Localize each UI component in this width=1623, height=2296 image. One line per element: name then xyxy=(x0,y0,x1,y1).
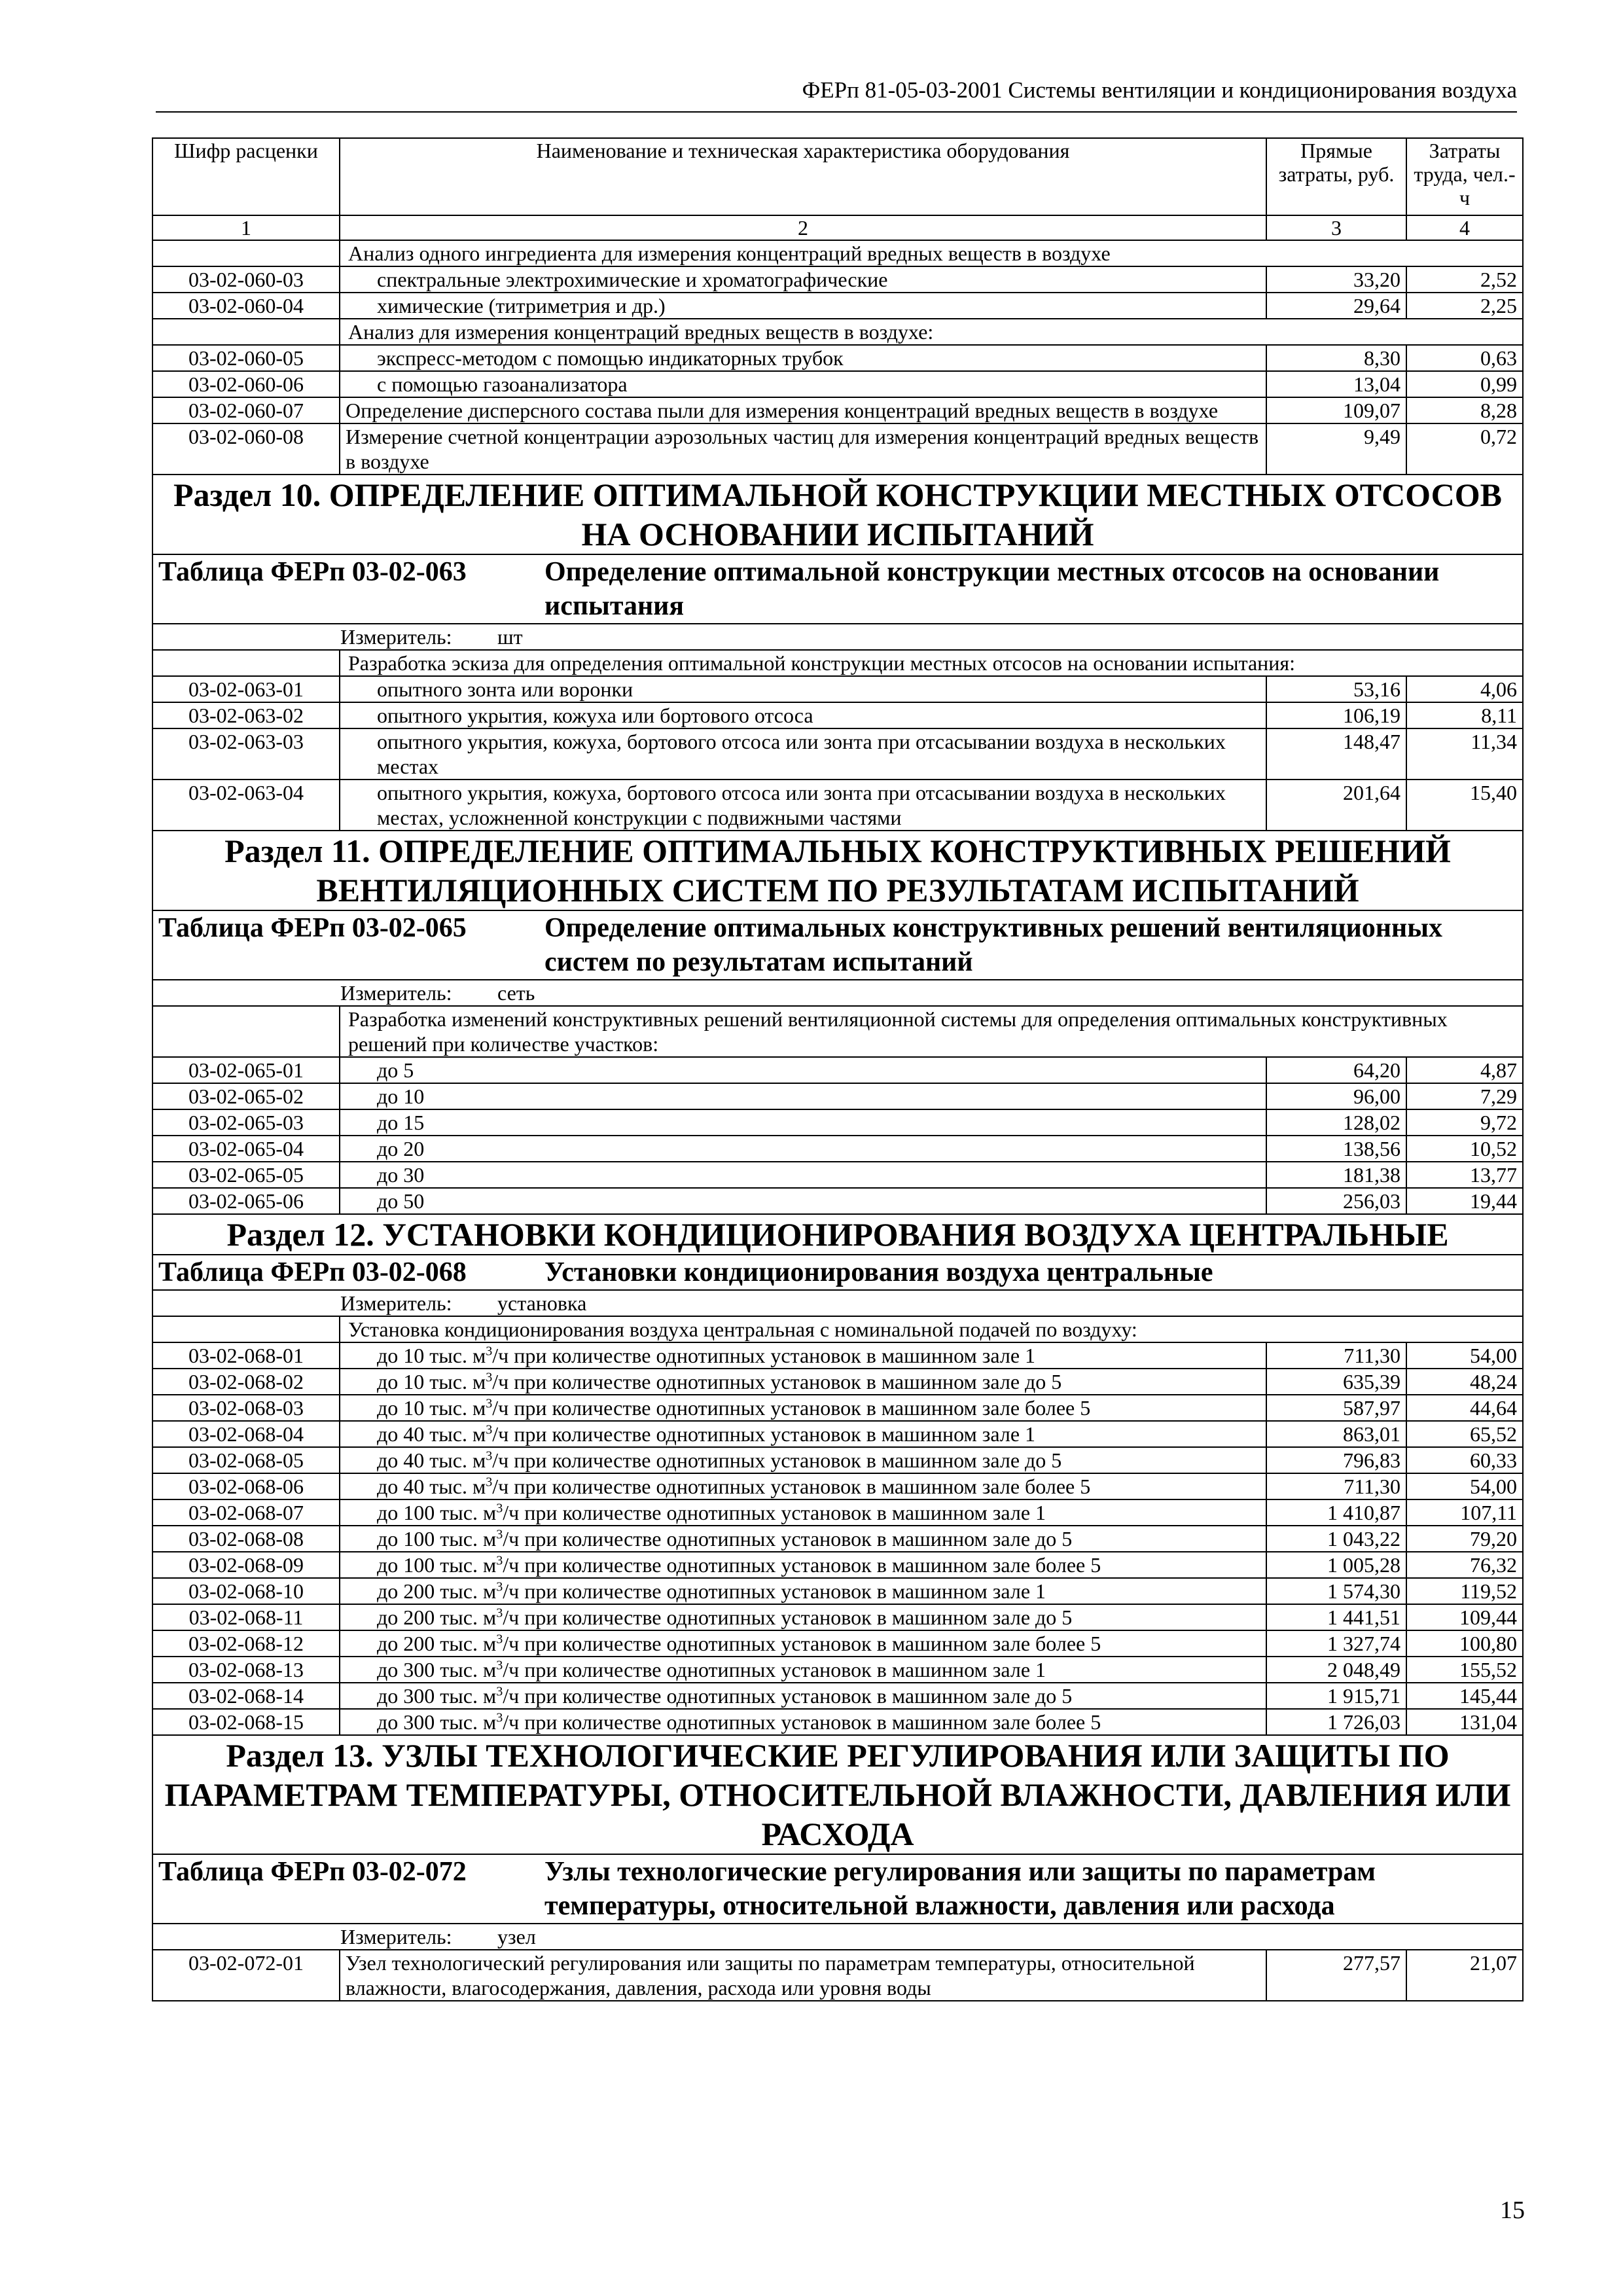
rate-description: экспресс-методом с помощью индикаторных трубок xyxy=(340,345,1266,371)
rate-code: 03-02-068-06 xyxy=(152,1473,340,1499)
table-row xyxy=(152,1552,1523,1578)
description-prefix: до 200 тыс. м xyxy=(377,1579,497,1603)
rate-description: Узел технологический регулирования или защиты по параметрам температуры, относительной влажности, влагосодержания, давления, расхода или уровня воды xyxy=(340,1950,1266,2001)
description-prefix: до 300 тыс. м xyxy=(377,1658,497,1681)
direct-cost: 1 915,71 xyxy=(1266,1683,1406,1709)
direct-cost: 106,19 xyxy=(1266,702,1406,728)
rate-code: 03-02-063-04 xyxy=(152,780,340,831)
table-row xyxy=(152,266,1523,293)
table-row xyxy=(152,1630,1523,1657)
rate-description xyxy=(340,1447,1266,1473)
labor-cost: 54,00 xyxy=(1406,1342,1523,1369)
rate-code: 03-02-063-01 xyxy=(152,676,340,702)
rate-description: опытного укрытия, кожуха, бортового отсоса или зонта при отсасывании воздуха в нескольких местах, усложненной конструкции с подвижными частями xyxy=(340,780,1266,831)
section-title: Раздел 13. УЗЛЫ ТЕХНОЛОГИЧЕСКИЕ РЕГУЛИРОВАНИЯ ИЛИ ЗАЩИТЫ ПО ПАРАМЕТРАМ ТЕМПЕРАТУРЫ, ОТНОСИТЕЛЬНОЙ ВЛАЖНОСТИ, ДАВЛЕНИЯ ИЛИ РАСХОДА xyxy=(152,1735,1523,1854)
group-heading: Установка кондиционирования воздуха центральная с номинальной подачей по воздуху: xyxy=(340,1316,1523,1342)
labor-cost: 8,11 xyxy=(1406,702,1523,728)
description-suffix: /ч при количестве однотипных установок в машинном зале до 5 xyxy=(503,1684,1073,1708)
direct-cost: 181,38 xyxy=(1266,1162,1406,1188)
labor-cost: 155,52 xyxy=(1406,1657,1523,1683)
labor-cost: 60,33 xyxy=(1406,1447,1523,1473)
table-row xyxy=(152,1709,1523,1735)
table-row xyxy=(152,1950,1523,2001)
rate-code: 03-02-065-01 xyxy=(152,1057,340,1083)
rate-description xyxy=(340,1709,1266,1735)
labor-cost: 15,40 xyxy=(1406,780,1523,831)
direct-cost: 2 048,49 xyxy=(1266,1657,1406,1683)
labor-cost: 10,52 xyxy=(1406,1136,1523,1162)
group-heading: Анализ для измерения концентраций вредных веществ в воздухе: xyxy=(340,319,1523,345)
direct-cost: 1 327,74 xyxy=(1266,1630,1406,1657)
labor-cost: 54,00 xyxy=(1406,1473,1523,1499)
table-row xyxy=(152,397,1523,423)
labor-cost: 13,77 xyxy=(1406,1162,1523,1188)
labor-cost: 107,11 xyxy=(1406,1499,1523,1526)
rate-code: 03-02-065-02 xyxy=(152,1083,340,1109)
measure-label: Измеритель: xyxy=(340,1291,452,1315)
direct-cost: 201,64 xyxy=(1266,780,1406,831)
table-title: Определение оптимальных конструктивных решений вентиляционных систем по результатам испытаний xyxy=(544,913,1442,977)
description-suffix: /ч при количестве однотипных установок в машинном зале 1 xyxy=(503,1579,1046,1603)
direct-cost: 8,30 xyxy=(1266,345,1406,371)
group-heading: Разработка изменений конструктивных решений вентиляционной системы для определения оптимальных конструктивных решений при количестве участков: xyxy=(340,1006,1523,1057)
labor-cost: 2,52 xyxy=(1406,266,1523,293)
description-suffix: /ч при количестве однотипных установок в машинном зале более 5 xyxy=(503,1632,1101,1655)
table-row xyxy=(152,1136,1523,1162)
unit-superscript: 3 xyxy=(486,1448,493,1463)
table-row xyxy=(152,371,1523,397)
direct-cost: 148,47 xyxy=(1266,728,1406,780)
direct-cost: 33,20 xyxy=(1266,266,1406,293)
table-number: Таблица ФЕРп 03-02-068 xyxy=(158,1257,467,1287)
labor-cost: 0,63 xyxy=(1406,345,1523,371)
labor-cost: 76,32 xyxy=(1406,1552,1523,1578)
rate-code: 03-02-060-05 xyxy=(152,345,340,371)
page-header: ФЕРп 81-05-03-2001 Системы вентиляции и кондиционирования воздуха xyxy=(156,73,1517,113)
rate-description: опытного укрытия, кожуха или бортового отсоса xyxy=(340,702,1266,728)
direct-cost: 64,20 xyxy=(1266,1057,1406,1083)
rate-description: Определение дисперсного состава пыли для измерения концентраций вредных веществ в воздухе xyxy=(340,397,1266,423)
unit-superscript: 3 xyxy=(496,1605,503,1621)
direct-cost: 29,64 xyxy=(1266,293,1406,319)
rate-description: спектральные электрохимические и хроматографические xyxy=(340,266,1266,293)
table-row xyxy=(152,780,1523,831)
measure-unit: шт xyxy=(497,625,523,649)
measure-row xyxy=(152,624,1523,650)
table-number: Таблица ФЕРп 03-02-063 xyxy=(158,557,467,587)
section-title: Раздел 12. УСТАНОВКИ КОНДИЦИОНИРОВАНИЯ ВОЗДУХА ЦЕНТРАЛЬНЫЕ xyxy=(152,1214,1523,1255)
group-heading-row xyxy=(152,240,1523,266)
rate-code: 03-02-072-01 xyxy=(152,1950,340,2001)
labor-cost: 8,28 xyxy=(1406,397,1523,423)
table-title: Определение оптимальной конструкции местных отсосов на основании испытания xyxy=(544,557,1440,621)
rate-code: 03-02-068-09 xyxy=(152,1552,340,1578)
table-row xyxy=(152,1057,1523,1083)
measure-row xyxy=(152,1290,1523,1316)
direct-cost: 109,07 xyxy=(1266,397,1406,423)
rate-description xyxy=(340,1604,1266,1630)
table-row xyxy=(152,1499,1523,1526)
rate-code: 03-02-065-04 xyxy=(152,1136,340,1162)
rate-description: химические (титриметрия и др.) xyxy=(340,293,1266,319)
description-prefix: до 300 тыс. м xyxy=(377,1710,497,1734)
rate-description xyxy=(340,1578,1266,1604)
col-labor-header: Затраты труда, чел.-ч xyxy=(1406,138,1523,215)
table-row xyxy=(152,676,1523,702)
description-prefix: до 40 тыс. м xyxy=(377,1422,486,1446)
direct-cost: 1 043,22 xyxy=(1266,1526,1406,1552)
rate-code: 03-02-068-10 xyxy=(152,1578,340,1604)
description-suffix: /ч при количестве однотипных установок в машинном зале 1 xyxy=(492,1422,1036,1446)
labor-cost: 4,06 xyxy=(1406,676,1523,702)
measure-unit: узел xyxy=(497,1925,536,1948)
rate-code: 03-02-068-11 xyxy=(152,1604,340,1630)
description-suffix: /ч при количестве однотипных установок в машинном зале до 5 xyxy=(503,1527,1073,1551)
description-suffix: /ч при количестве однотипных установок в машинном зале до 5 xyxy=(492,1370,1062,1393)
group-heading-row xyxy=(152,1006,1523,1057)
rate-description xyxy=(340,1369,1266,1395)
unit-superscript: 3 xyxy=(496,1632,503,1647)
table-row xyxy=(152,1083,1523,1109)
unit-superscript: 3 xyxy=(496,1658,503,1673)
unit-superscript: 3 xyxy=(496,1710,503,1725)
rate-code: 03-02-068-03 xyxy=(152,1395,340,1421)
direct-cost: 711,30 xyxy=(1266,1473,1406,1499)
table-row xyxy=(152,1395,1523,1421)
unit-superscript: 3 xyxy=(486,1396,493,1411)
column-numbers-row xyxy=(152,215,1523,240)
table-row xyxy=(152,423,1523,475)
description-prefix: до 300 тыс. м xyxy=(377,1684,497,1708)
group-heading-row xyxy=(152,650,1523,676)
rate-description xyxy=(340,1473,1266,1499)
direct-cost: 128,02 xyxy=(1266,1109,1406,1136)
table-row xyxy=(152,1657,1523,1683)
table-row xyxy=(152,1162,1523,1188)
table-row xyxy=(152,1447,1523,1473)
rate-code: 03-02-060-03 xyxy=(152,266,340,293)
group-heading: Анализ одного ингредиента для измерения концентраций вредных веществ в воздухе xyxy=(340,240,1523,266)
table-row xyxy=(152,702,1523,728)
rate-description: до 50 xyxy=(340,1188,1266,1214)
rate-code: 03-02-068-07 xyxy=(152,1499,340,1526)
description-prefix: до 200 тыс. м xyxy=(377,1605,497,1629)
labor-cost: 131,04 xyxy=(1406,1709,1523,1735)
table-title-row xyxy=(152,1255,1523,1290)
direct-cost: 1 441,51 xyxy=(1266,1604,1406,1630)
description-prefix: до 40 тыс. м xyxy=(377,1448,486,1472)
section-title-row xyxy=(152,1214,1523,1255)
direct-cost: 138,56 xyxy=(1266,1136,1406,1162)
section-title-row xyxy=(152,831,1523,910)
unit-superscript: 3 xyxy=(486,1475,493,1490)
description-prefix: до 40 тыс. м xyxy=(377,1475,486,1498)
rate-code: 03-02-068-08 xyxy=(152,1526,340,1552)
table-row xyxy=(152,1369,1523,1395)
description-suffix: /ч при количестве однотипных установок в машинном зале 1 xyxy=(503,1501,1046,1524)
rate-code: 03-02-060-08 xyxy=(152,423,340,475)
rate-code: 03-02-068-14 xyxy=(152,1683,340,1709)
direct-cost: 53,16 xyxy=(1266,676,1406,702)
direct-cost: 635,39 xyxy=(1266,1369,1406,1395)
labor-cost: 0,72 xyxy=(1406,423,1523,475)
section-title: Раздел 11. ОПРЕДЕЛЕНИЕ ОПТИМАЛЬНЫХ КОНСТРУКТИВНЫХ РЕШЕНИЙ ВЕНТИЛЯЦИОННЫХ СИСТЕМ ПО РЕЗУЛЬТАТАМ ИСПЫТАНИЙ xyxy=(152,831,1523,910)
rate-description xyxy=(340,1683,1266,1709)
col-name-header: Наименование и техническая характеристика оборудования xyxy=(340,138,1266,215)
rate-description xyxy=(340,1499,1266,1526)
unit-superscript: 3 xyxy=(496,1501,503,1516)
rate-description: до 20 xyxy=(340,1136,1266,1162)
labor-cost: 109,44 xyxy=(1406,1604,1523,1630)
labor-cost: 19,44 xyxy=(1406,1188,1523,1214)
rate-code: 03-02-068-15 xyxy=(152,1709,340,1735)
rate-code: 03-02-068-04 xyxy=(152,1421,340,1447)
rate-code: 03-02-060-04 xyxy=(152,293,340,319)
rate-description xyxy=(340,1630,1266,1657)
rate-description: до 30 xyxy=(340,1162,1266,1188)
rate-description xyxy=(340,1657,1266,1683)
table-row xyxy=(152,1109,1523,1136)
measure-label: Измеритель: xyxy=(340,981,452,1005)
rate-description xyxy=(340,1526,1266,1552)
table-row xyxy=(152,1526,1523,1552)
rate-code: 03-02-068-13 xyxy=(152,1657,340,1683)
description-suffix: /ч при количестве однотипных установок в машинном зале более 5 xyxy=(503,1710,1101,1734)
section-title: Раздел 10. ОПРЕДЕЛЕНИЕ ОПТИМАЛЬНОЙ КОНСТРУКЦИИ МЕСТНЫХ ОТСОСОВ НА ОСНОВАНИИ ИСПЫТАНИЙ xyxy=(152,475,1523,554)
rates-table xyxy=(152,137,1524,2001)
description-prefix: до 100 тыс. м xyxy=(377,1527,497,1551)
group-heading: Разработка эскиза для определения оптимальной конструкции местных отсосов на основании испытания: xyxy=(340,650,1523,676)
labor-cost: 4,87 xyxy=(1406,1057,1523,1083)
table-row xyxy=(152,293,1523,319)
col-code-header: Шифр расценки xyxy=(152,138,340,215)
rate-description: Измерение счетной концентрации аэрозольных частиц для измерения концентраций вредных веществ в воздухе xyxy=(340,423,1266,475)
table-row xyxy=(152,1188,1523,1214)
table-title-row xyxy=(152,910,1523,980)
col-cost-header: Прямые затраты, руб. xyxy=(1266,138,1406,215)
rate-code: 03-02-068-02 xyxy=(152,1369,340,1395)
direct-cost: 587,97 xyxy=(1266,1395,1406,1421)
rate-code: 03-02-065-03 xyxy=(152,1109,340,1136)
section-title-row xyxy=(152,1735,1523,1854)
description-prefix: до 10 тыс. м xyxy=(377,1344,486,1367)
description-suffix: /ч при количестве однотипных установок в машинном зале более 5 xyxy=(503,1553,1101,1577)
table-title: Установки кондиционирования воздуха центральные xyxy=(544,1257,1213,1287)
table-row xyxy=(152,1421,1523,1447)
rate-description: с помощью газоанализатора xyxy=(340,371,1266,397)
col-number: 3 xyxy=(1266,215,1406,240)
measure-label: Измеритель: xyxy=(340,625,452,649)
direct-cost: 796,83 xyxy=(1266,1447,1406,1473)
description-prefix: до 200 тыс. м xyxy=(377,1632,497,1655)
rate-code: 03-02-065-06 xyxy=(152,1188,340,1214)
rate-description: опытного укрытия, кожуха, бортового отсоса или зонта при отсасывании воздуха в нескольких местах xyxy=(340,728,1266,780)
rate-code: 03-02-068-12 xyxy=(152,1630,340,1657)
labor-cost: 119,52 xyxy=(1406,1578,1523,1604)
unit-superscript: 3 xyxy=(496,1553,503,1568)
direct-cost: 96,00 xyxy=(1266,1083,1406,1109)
rate-code: 03-02-068-05 xyxy=(152,1447,340,1473)
section-title-row xyxy=(152,475,1523,554)
table-title-row xyxy=(152,1854,1523,1924)
direct-cost: 711,30 xyxy=(1266,1342,1406,1369)
description-prefix: до 100 тыс. м xyxy=(377,1501,497,1524)
unit-superscript: 3 xyxy=(486,1422,493,1437)
description-suffix: /ч при количестве однотипных установок в машинном зале 1 xyxy=(503,1658,1046,1681)
labor-cost: 7,29 xyxy=(1406,1083,1523,1109)
labor-cost: 2,25 xyxy=(1406,293,1523,319)
unit-superscript: 3 xyxy=(486,1370,493,1385)
rate-description xyxy=(340,1421,1266,1447)
labor-cost: 21,07 xyxy=(1406,1950,1523,2001)
rate-description xyxy=(340,1342,1266,1369)
direct-cost: 863,01 xyxy=(1266,1421,1406,1447)
table-header-row xyxy=(152,138,1523,215)
rate-description xyxy=(340,1395,1266,1421)
description-prefix: до 10 тыс. м xyxy=(377,1396,486,1420)
group-heading-row xyxy=(152,319,1523,345)
table-number: Таблица ФЕРп 03-02-065 xyxy=(158,913,467,943)
direct-cost: 256,03 xyxy=(1266,1188,1406,1214)
measure-label: Измеритель: xyxy=(340,1925,452,1948)
unit-superscript: 3 xyxy=(496,1527,503,1542)
table-row xyxy=(152,1604,1523,1630)
unit-superscript: 3 xyxy=(496,1684,503,1699)
rate-code: 03-02-060-06 xyxy=(152,371,340,397)
table-row xyxy=(152,345,1523,371)
rate-description: до 10 xyxy=(340,1083,1266,1109)
measure-unit: установка xyxy=(497,1291,587,1315)
labor-cost: 44,64 xyxy=(1406,1395,1523,1421)
direct-cost: 1 410,87 xyxy=(1266,1499,1406,1526)
direct-cost: 277,57 xyxy=(1266,1950,1406,2001)
rate-code: 03-02-063-03 xyxy=(152,728,340,780)
description-prefix: до 10 тыс. м xyxy=(377,1370,486,1393)
labor-cost: 11,34 xyxy=(1406,728,1523,780)
table-title-row xyxy=(152,554,1523,624)
page-number: 15 xyxy=(1500,2197,1525,2224)
labor-cost: 79,20 xyxy=(1406,1526,1523,1552)
labor-cost: 145,44 xyxy=(1406,1683,1523,1709)
rate-code: 03-02-060-07 xyxy=(152,397,340,423)
measure-unit: сеть xyxy=(497,981,535,1005)
rate-code: 03-02-065-05 xyxy=(152,1162,340,1188)
col-number: 2 xyxy=(340,215,1266,240)
description-suffix: /ч при количестве однотипных установок в машинном зале до 5 xyxy=(492,1448,1062,1472)
table-row xyxy=(152,1578,1523,1604)
labor-cost: 0,99 xyxy=(1406,371,1523,397)
description-suffix: /ч при количестве однотипных установок в машинном зале более 5 xyxy=(492,1396,1091,1420)
rate-description: до 5 xyxy=(340,1057,1266,1083)
col-number: 4 xyxy=(1406,215,1523,240)
rate-code: 03-02-063-02 xyxy=(152,702,340,728)
labor-cost: 9,72 xyxy=(1406,1109,1523,1136)
description-prefix: до 100 тыс. м xyxy=(377,1553,497,1577)
description-suffix: /ч при количестве однотипных установок в машинном зале более 5 xyxy=(492,1475,1091,1498)
table-row xyxy=(152,1342,1523,1369)
direct-cost: 1 005,28 xyxy=(1266,1552,1406,1578)
table-row xyxy=(152,1473,1523,1499)
description-suffix: /ч при количестве однотипных установок в машинном зале до 5 xyxy=(503,1605,1073,1629)
direct-cost: 13,04 xyxy=(1266,371,1406,397)
unit-superscript: 3 xyxy=(486,1344,493,1359)
table-number: Таблица ФЕРп 03-02-072 xyxy=(158,1857,467,1887)
group-heading-row xyxy=(152,1316,1523,1342)
table-row xyxy=(152,728,1523,780)
labor-cost: 65,52 xyxy=(1406,1421,1523,1447)
labor-cost: 100,80 xyxy=(1406,1630,1523,1657)
rate-code: 03-02-068-01 xyxy=(152,1342,340,1369)
unit-superscript: 3 xyxy=(496,1579,503,1594)
direct-cost: 1 574,30 xyxy=(1266,1578,1406,1604)
direct-cost: 9,49 xyxy=(1266,423,1406,475)
col-number: 1 xyxy=(152,215,340,240)
table-title: Узлы технологические регулирования или защиты по параметрам температуры, относительной влажности, давления или расхода xyxy=(544,1857,1376,1921)
labor-cost: 48,24 xyxy=(1406,1369,1523,1395)
rate-description: до 15 xyxy=(340,1109,1266,1136)
table-row xyxy=(152,1683,1523,1709)
measure-row xyxy=(152,980,1523,1006)
rate-description xyxy=(340,1552,1266,1578)
measure-row xyxy=(152,1924,1523,1950)
direct-cost: 1 726,03 xyxy=(1266,1709,1406,1735)
rate-description: опытного зонта или воронки xyxy=(340,676,1266,702)
description-suffix: /ч при количестве однотипных установок в машинном зале 1 xyxy=(492,1344,1036,1367)
